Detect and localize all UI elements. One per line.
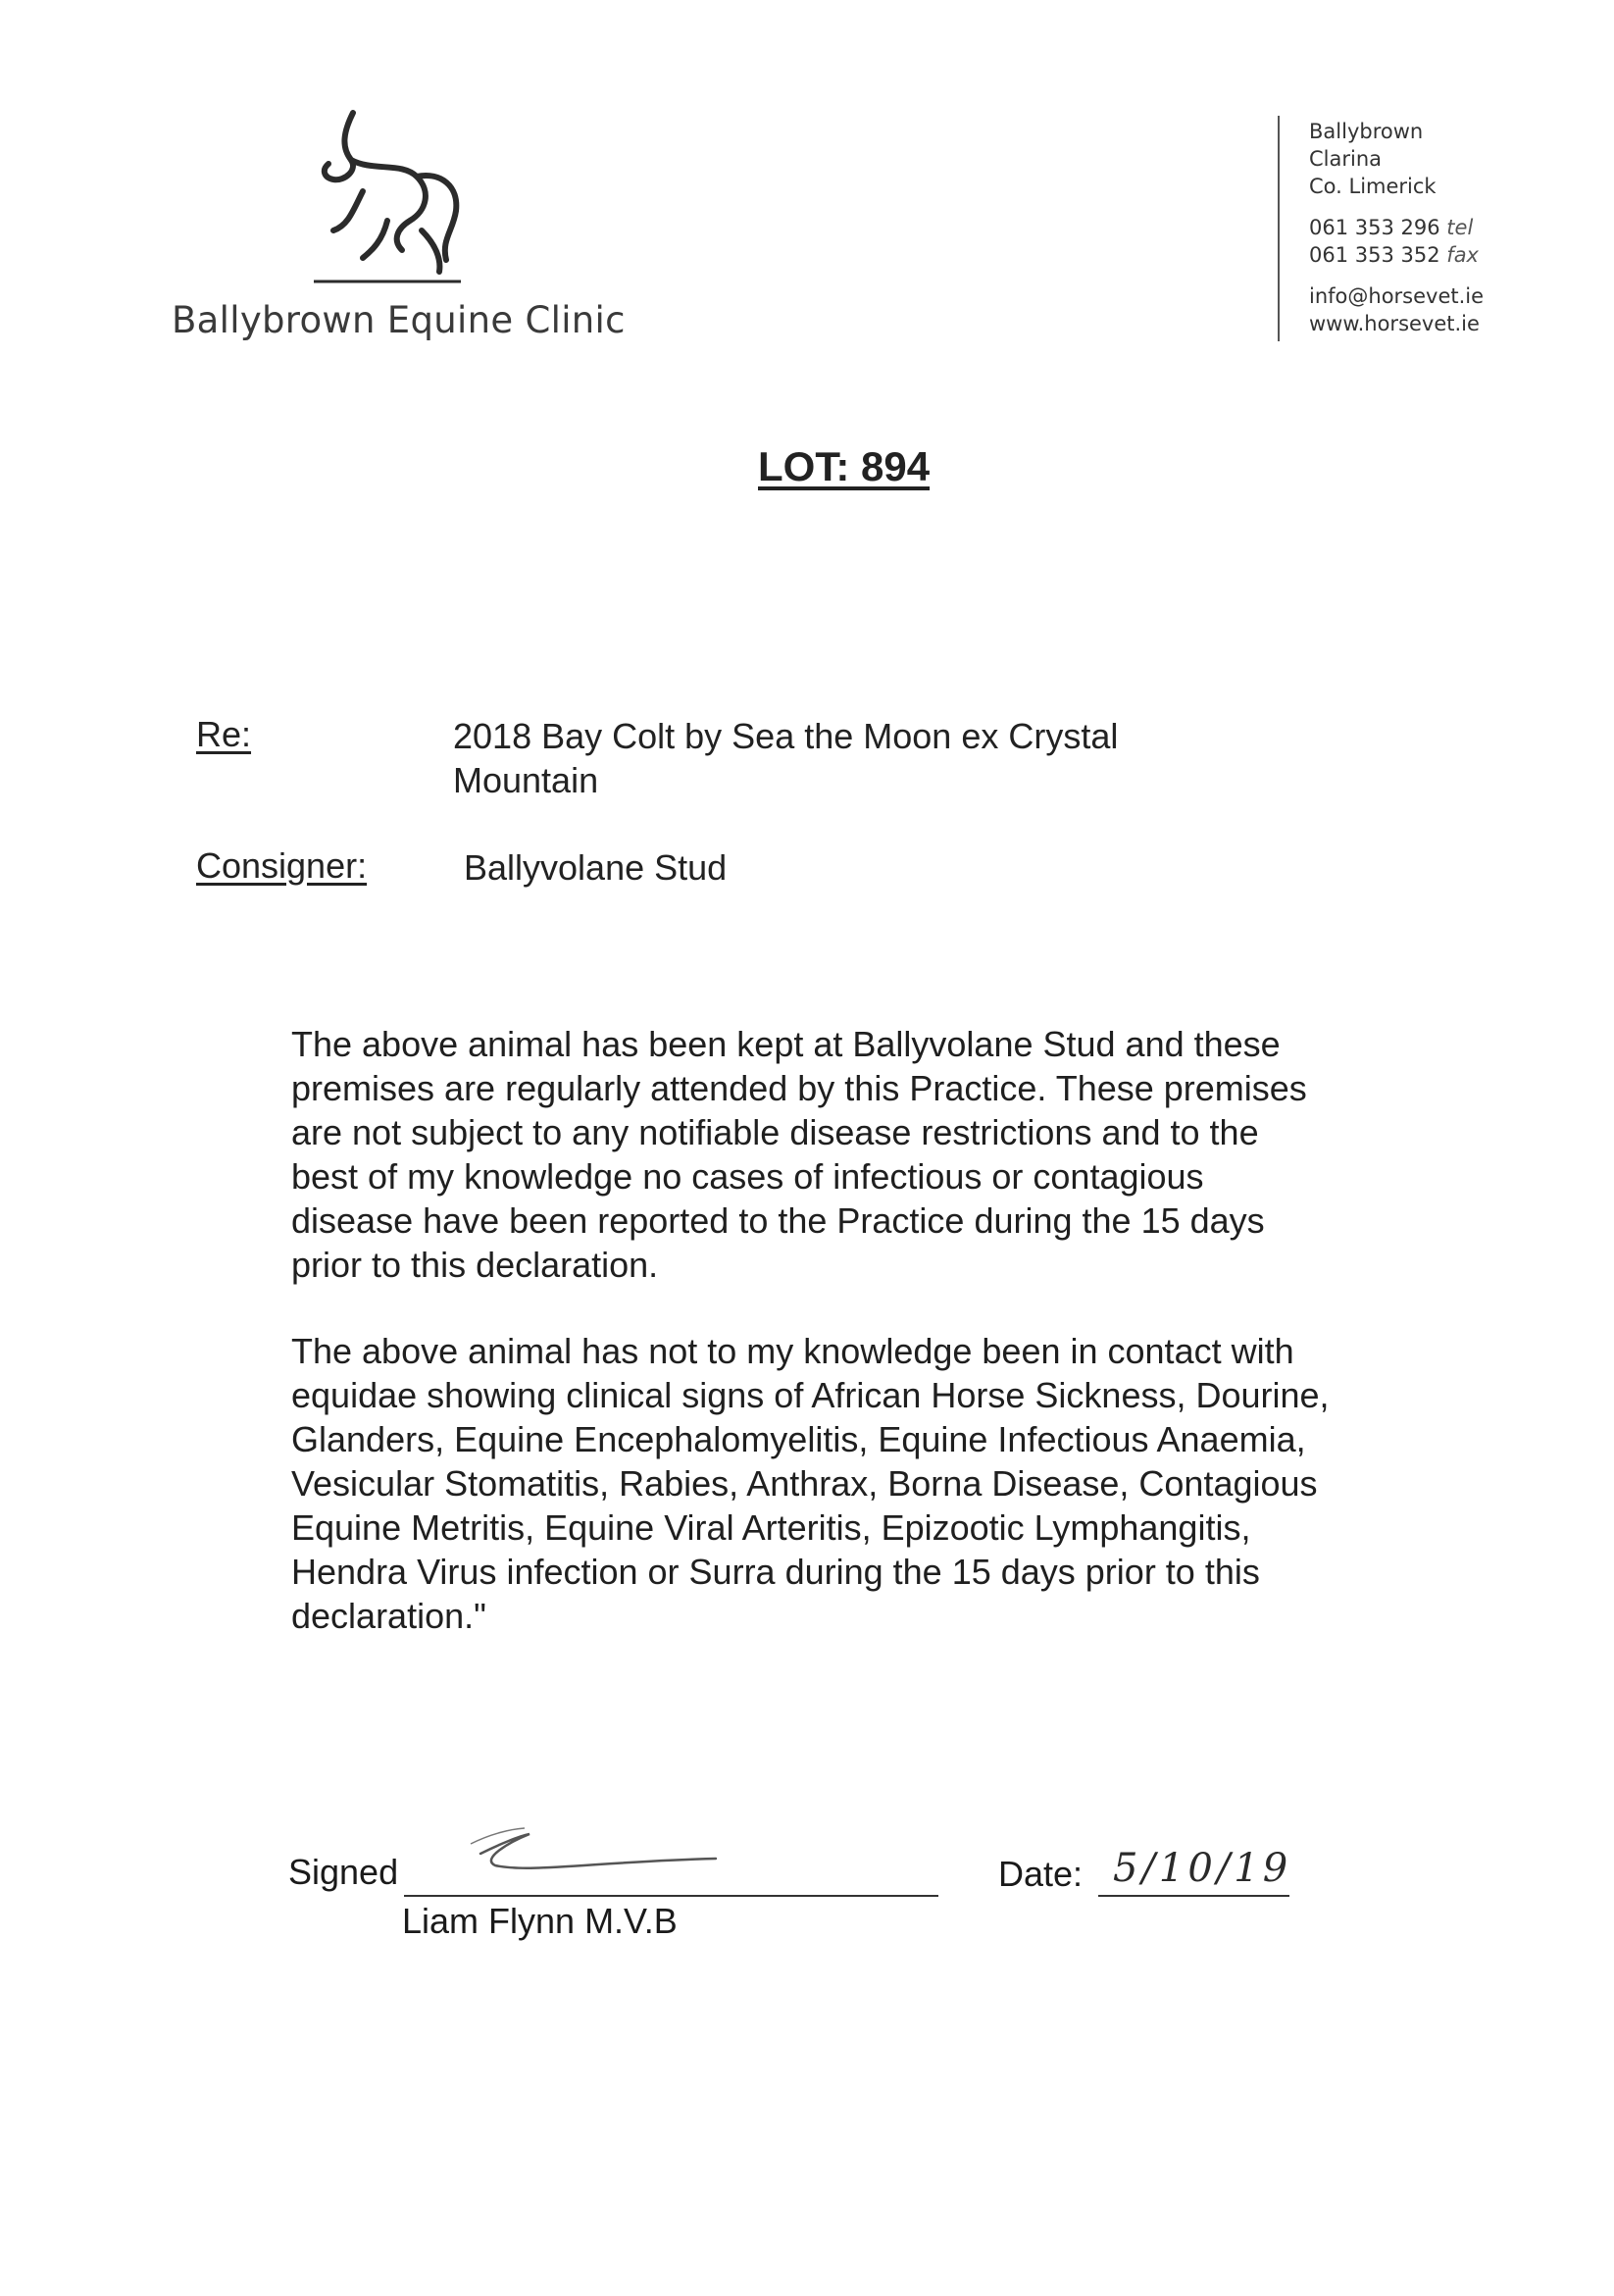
email: info@horsevet.ie	[1309, 284, 1485, 308]
consigner-value: Ballyvolane Stud	[464, 847, 728, 888]
phone-line	[1309, 214, 1484, 241]
signature-scribble-icon	[441, 1814, 735, 1893]
date-label: Date:	[998, 1854, 1084, 1894]
declaration-paragraph-2: The above animal has not to my knowledge been in contact with equidae showing clinical signs of African Horse Sickness, Dourine, Glanders, Equine Encephalomyelitis, Equine Infectious Anaemia, Vesicular Stomatitis, Rabies, Anthrax, Borna Disease, Contagious Equine Metritis, Equine Viral Arteritis, Epizootic Lymphangitis, Hendra Virus infection or Surra during the 15 days prior to this declaration."	[291, 1331, 1330, 1636]
signed-label: Signed	[288, 1852, 399, 1892]
address-line: Clarina	[1309, 147, 1383, 171]
declaration-paragraph-1: The above animal has been kept at Ballyvolane Stud and these premises are regularly attended by this Practice. These premises are not subject to any notifiable disease restrictions and to the best of my knowledge no cases of infectious or contagious disease have been reported to the Practice during the 15 days prior to this declaration.	[291, 1024, 1307, 1285]
horse-logo-icon	[294, 103, 480, 289]
date-value: 5/10/19	[1113, 1846, 1292, 1891]
signer-name: Liam Flynn M.V.B	[402, 1901, 678, 1941]
fax-line	[1309, 241, 1484, 269]
phone-number: 061 353 296	[1309, 216, 1440, 239]
lot-heading: LOT: 894	[758, 443, 931, 489]
phone-label: tel	[1446, 216, 1474, 239]
header-divider	[1278, 116, 1280, 341]
signature-line	[404, 1895, 938, 1897]
clinic-name: Ballybrown Equine Clinic	[172, 299, 626, 341]
fax-number: 061 353 352	[1309, 243, 1440, 267]
website: www.horsevet.ie	[1309, 312, 1480, 335]
address-line: Co. Limerick	[1309, 175, 1437, 198]
fax-label: fax	[1446, 243, 1479, 267]
re-value: 2018 Bay Colt by Sea the Moon ex Crystal Mountain	[453, 716, 1119, 800]
date-line	[1098, 1895, 1289, 1897]
consigner-label: Consigner:	[196, 845, 368, 886]
contact-block	[1309, 118, 1484, 337]
re-label: Re:	[196, 714, 252, 754]
address-line: Ballybrown	[1309, 120, 1424, 143]
